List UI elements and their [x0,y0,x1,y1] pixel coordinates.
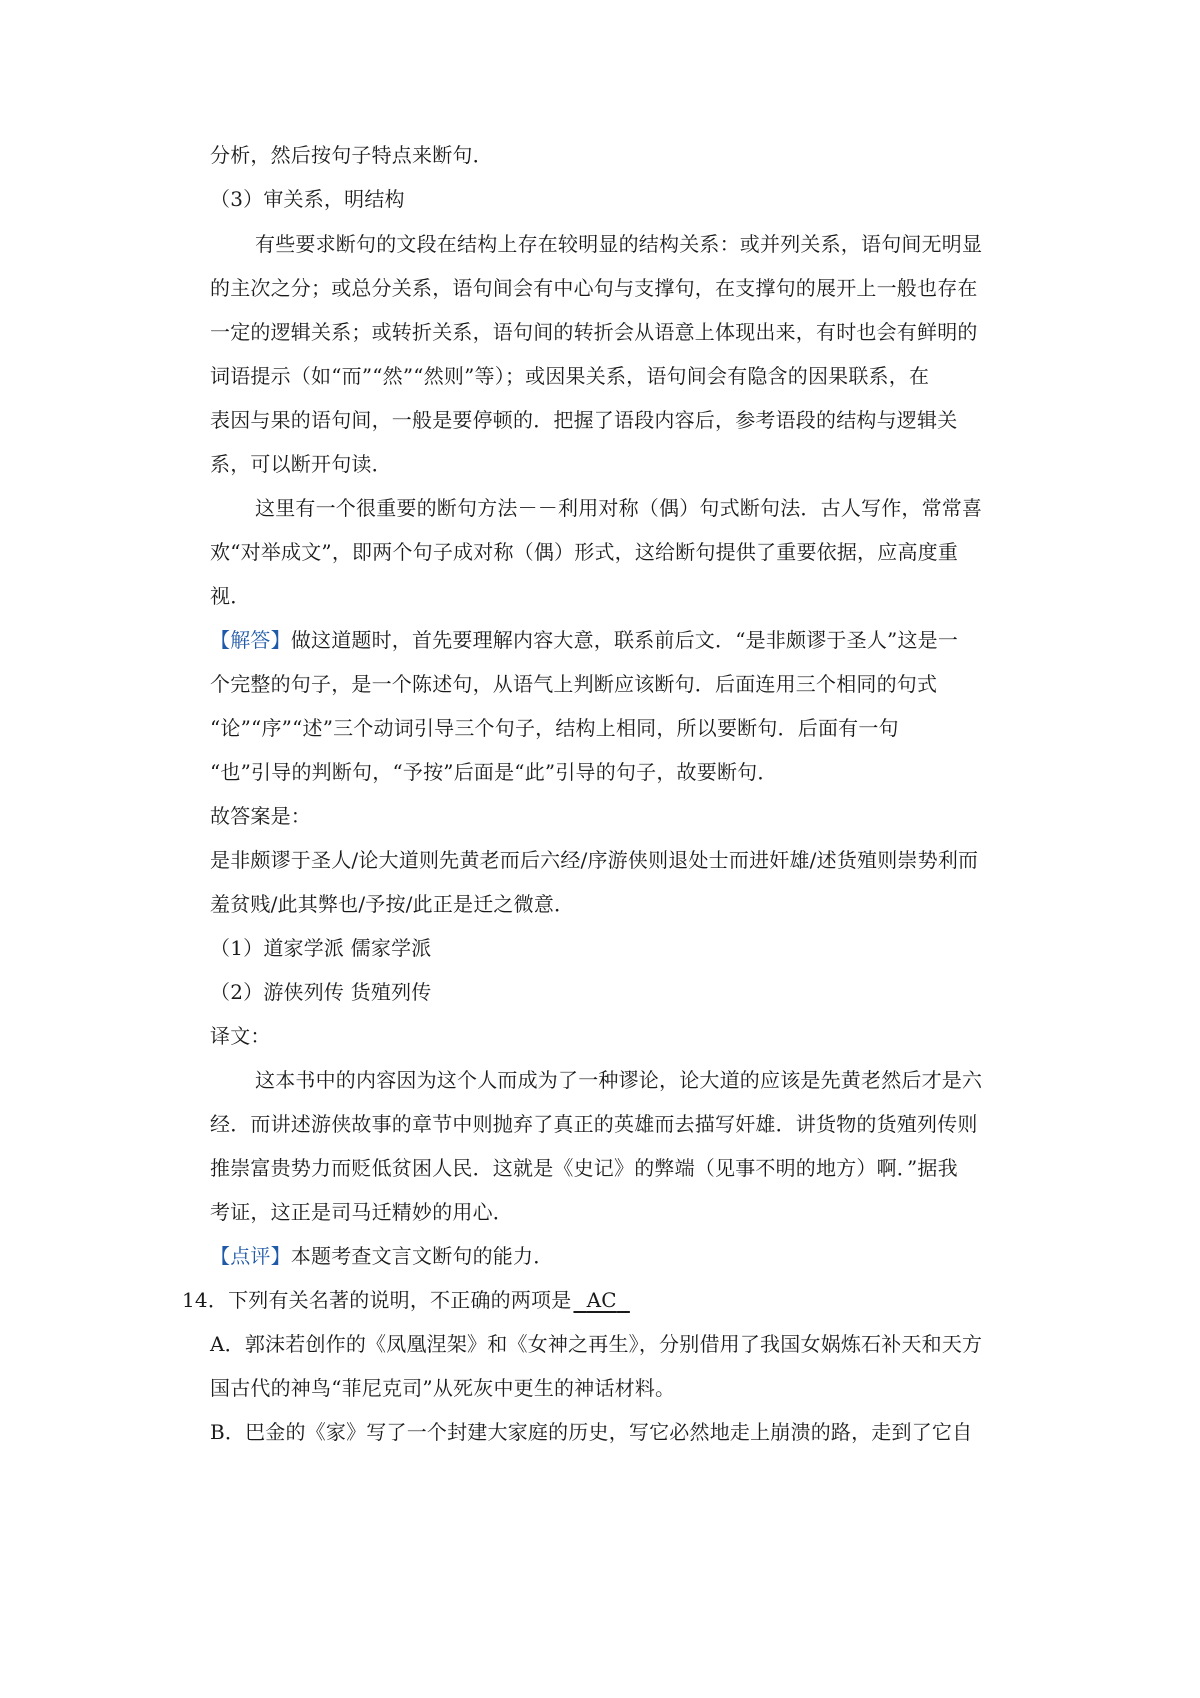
comment-line [210,1242,1026,1270]
answer-line: “也”引导的判断句，“予按”后面是“此”引导的句子，故要断句． [210,760,778,784]
answer-line: 译文： [210,1024,271,1048]
answer-blank [571,1286,631,1314]
paragraph-line: 这里有一个很重要的断句方法－－利用对称（偶）句式断句法．古人写作，常常喜 [255,496,983,520]
translation-line: 推崇富贵势力而贬低贫困人民．这就是《史记》的弊端（见事不明的地方）啊．”据我 [210,1156,958,1180]
section-heading: （3）审关系，明结构 [210,187,405,211]
answer-text: 做这道题时，首先要理解内容大意，联系前后文．“是非颇谬于圣人”这是一 [290,628,959,652]
answer-line: 个完整的句子，是一个陈述句，从语气上判断应该断句．后面连用三个相同的句式 [210,672,938,696]
paragraph-line: 系，可以断开句读． [210,452,392,476]
answer-line: （1）道家学派 儒家学派 [210,936,432,960]
paragraph-line: 词语提示（如“而”“然”“然则”等）；或因果关系，语句间会有隐含的因果联系，在 [210,364,930,388]
paragraph-line: 表因与果的语句间，一般是要停顿的．把握了语段内容后，参考语段的结构与逻辑关 [210,408,958,432]
answer-line: “论”“序”“述”三个动词引导三个句子，结构上相同，所以要断句．后面有一句 [210,716,899,740]
option-line: B．巴金的《家》写了一个封建大家庭的历史，写它必然地走上崩溃的路，走到了它自 [210,1420,973,1444]
paragraph-line: 欢“对举成文”，即两个句子成对称（偶）形式，这给断句提供了重要依据，应高度重 [210,540,959,564]
comment-text: 本题考查文言文断句的能力． [290,1244,554,1268]
answer-line: （2）游侠列传 货殖列传 [210,980,432,1004]
paragraph-line: 一定的逻辑关系；或转折关系，语句间的转折会从语意上体现出来，有时也会有鲜明的 [210,320,978,344]
translation-line: 经．而讲述游侠故事的章节中则抛弃了真正的英雄而去描写奸雄．讲货物的货殖列传则 [210,1112,978,1136]
answer-line: 是非颇谬于圣人/论大道则先黄老而后六经/序游侠则退处士而进奸雄/述货殖则崇势利而 [210,848,979,872]
paragraph-line: 的主次之分；或总分关系，语句间会有中心句与支撑句，在支撑句的展开上一般也存在 [210,276,978,300]
option-line: 国古代的神鸟“菲尼克司”从死灰中更生的神话材料。 [210,1376,676,1400]
paragraph-line: 有些要求断句的文段在结构上存在较明显的结构关系：或并列关系，语句间无明显 [255,232,983,256]
question-14 [182,1286,998,1314]
answer-value: AC [586,1288,617,1312]
comment-tag: 【点评】 [210,1244,291,1268]
question-number: 14． [182,1288,229,1312]
translation-line: 考证，这正是司马迁精妙的用心． [210,1200,513,1224]
answer-first-line [210,626,1026,654]
text-line: 分析，然后按句子特点来断句． [210,143,493,167]
paragraph-line: 视． [210,584,251,608]
question-stem: 下列有关名著的说明，不正确的两项是 [228,1288,572,1312]
option-line: A．郭沫若创作的《凤凰涅架》和《女神之再生》，分别借用了我国女娲炼石补天和天方 [210,1332,983,1356]
translation-line: 这本书中的内容因为这个人而成为了一种谬论，论大道的应该是先黄老然后才是六 [255,1068,983,1092]
answer-line: 羞贫贱/此其弊也/予按/此正是迁之微意． [210,892,575,916]
answer-line: 故答案是： [210,804,311,828]
answer-tag: 【解答】 [210,628,291,652]
